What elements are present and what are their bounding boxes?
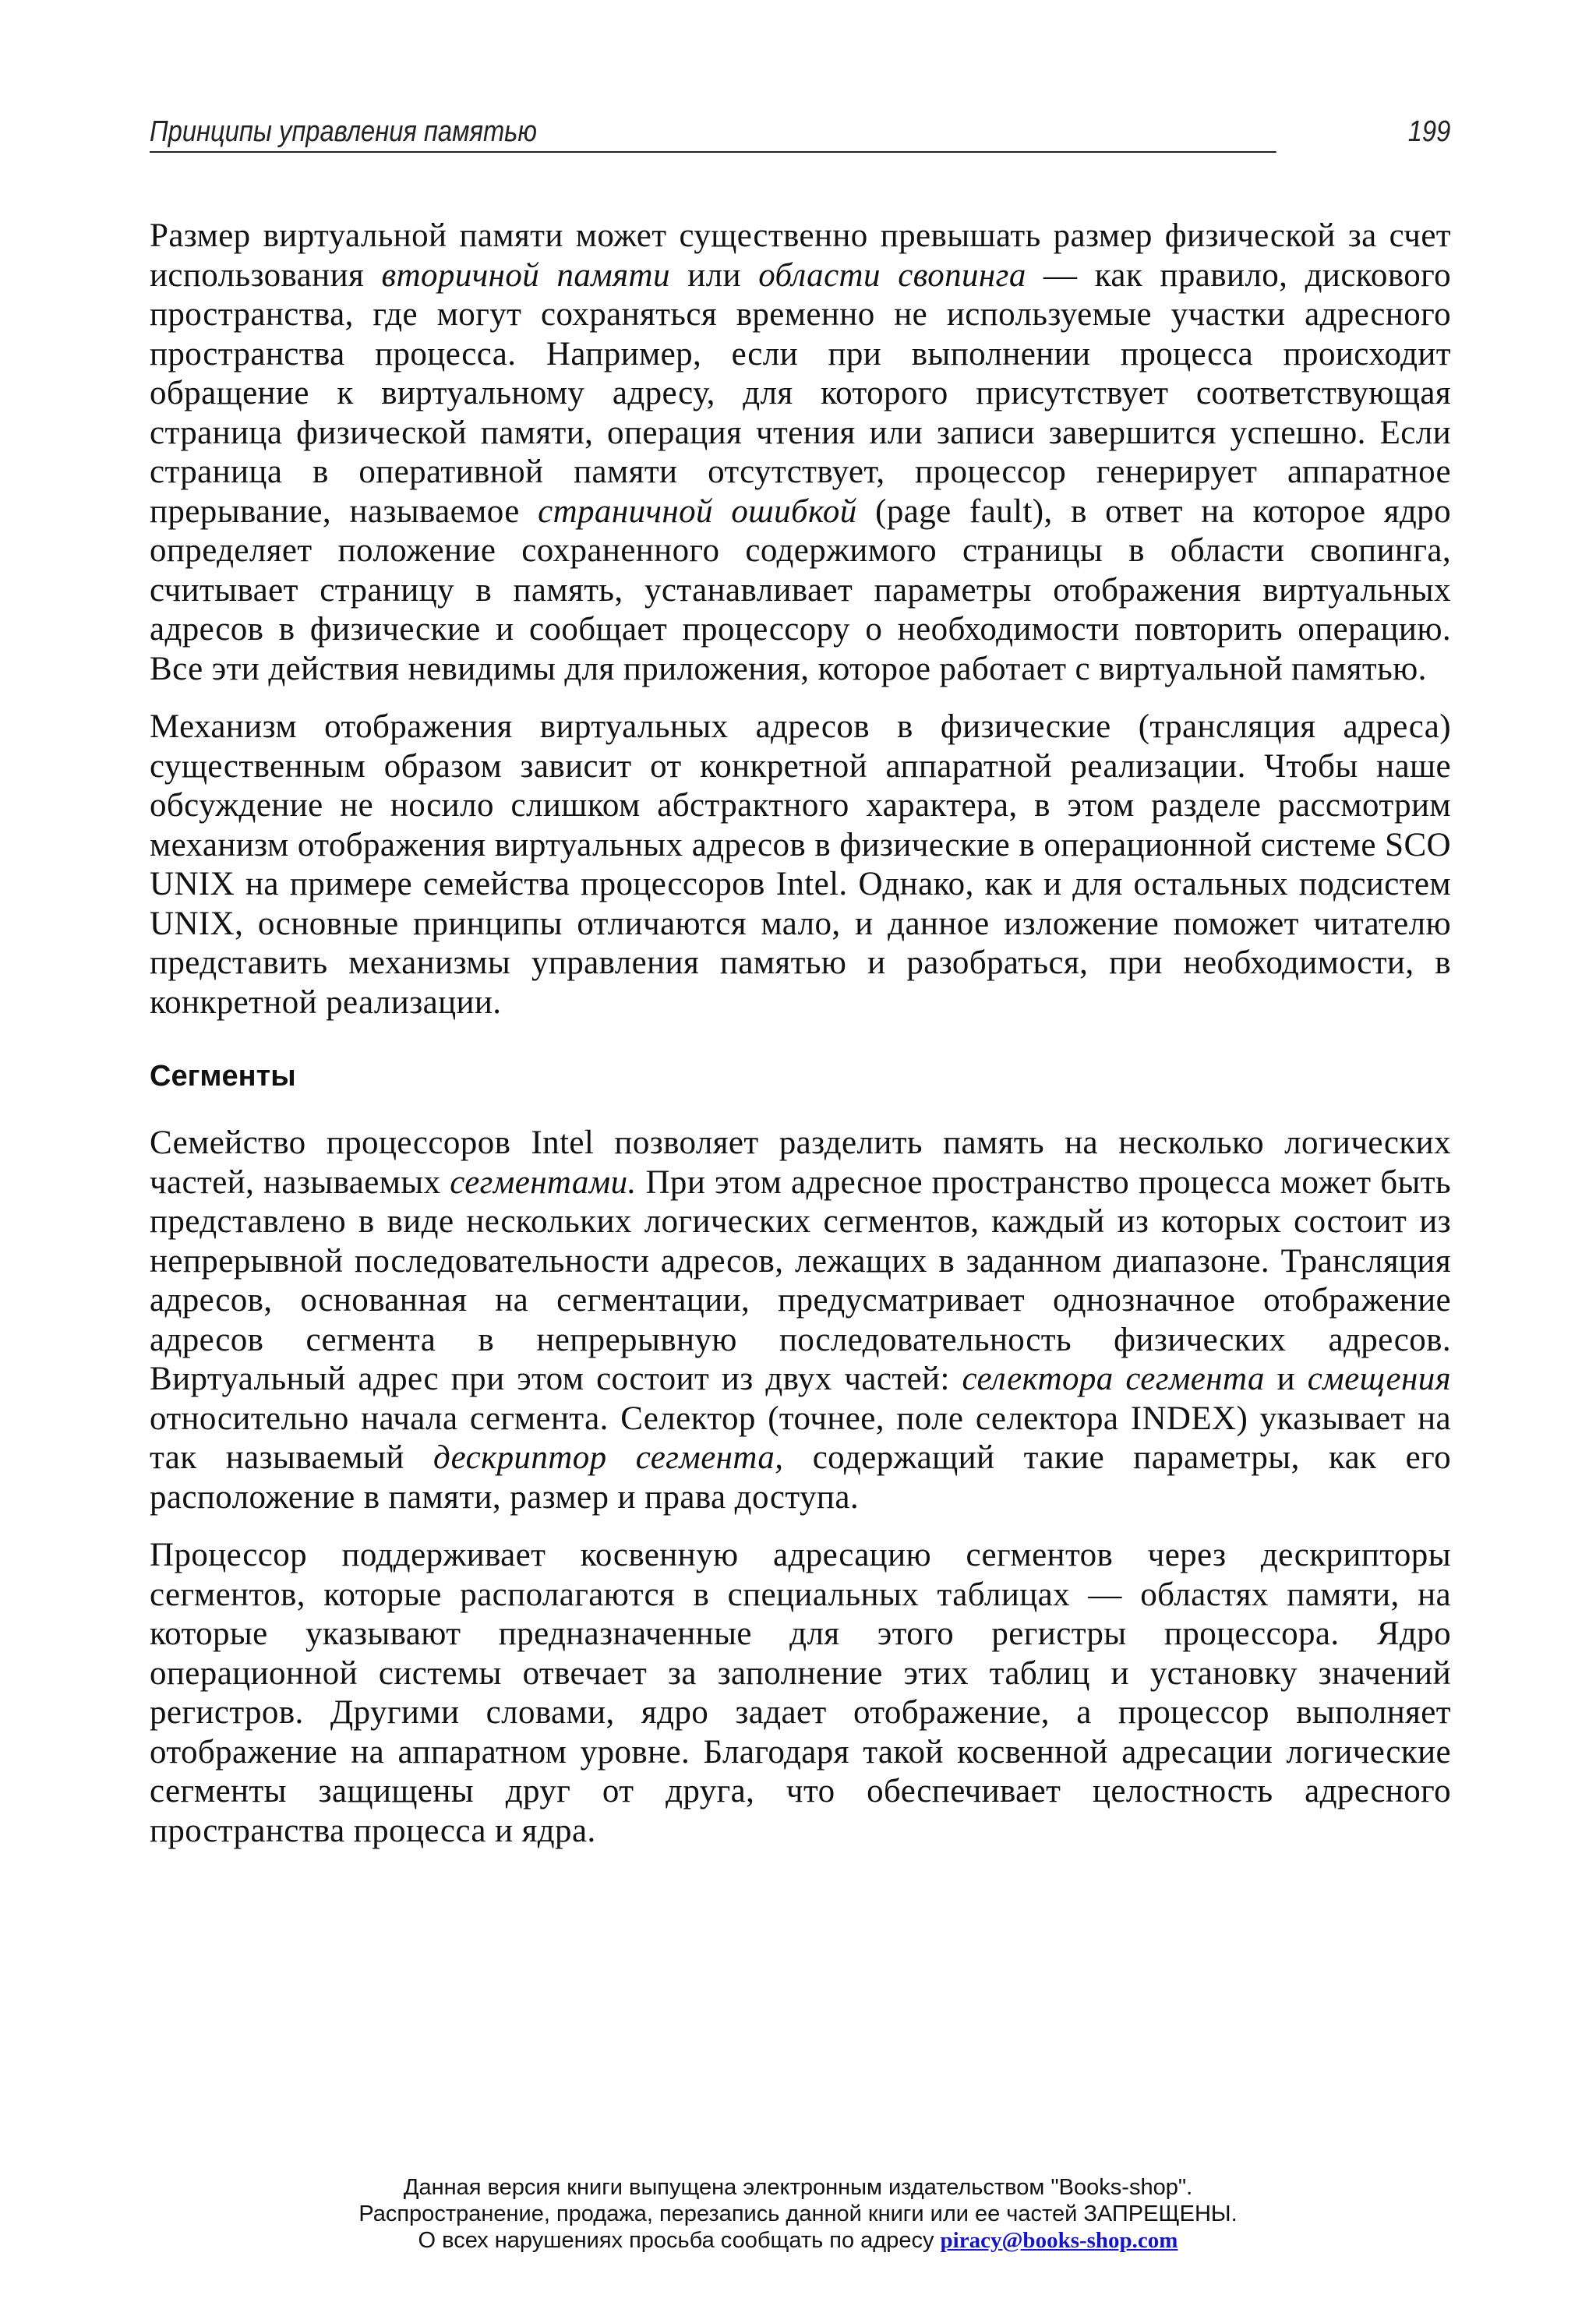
italic-term: сегментами. xyxy=(450,1163,637,1201)
italic-term: селектора сегмента xyxy=(962,1361,1265,1397)
piracy-email-link[interactable]: piracy@books-shop.com xyxy=(940,2228,1178,2253)
notice-line-3 xyxy=(0,2227,1596,2254)
paragraph-2 xyxy=(150,708,1451,1022)
italic-term: смещения xyxy=(1307,1361,1451,1397)
text-run: относительно начала сегмента. Селектор (точнее, поле селектора INDEX) указывает на так называемый xyxy=(150,1400,1451,1476)
text-run: При этом адресное пространство процесса может быть представлено в виде нескольких логических сегментов, каждый из которых состоит из непрерывной последовательности адресов, лежащих в заданном диапазоне. Трансляция адресов, основанная на сегментации, предусматривает однозначное отображение адресов сегмента в непрерывную последовательность физических адресов. Виртуальный адрес при этом состоит из двух частей: xyxy=(150,1163,1451,1397)
text-run: Механизм отображения виртуальных адресов в физические (трансляция адреса) существенным образом зависит от конкретной аппаратной реализации. Чтобы наше обсуждение не носило слишком абстрактного характера, в этом разделе рассмотрим механизм отображения виртуальных адресов в физические в операционной системе SCO UNIX на примере семейства процессоров Intel. Однако, как и для остальных подсистем UNIX, основные принципы отличаются мало, и данное изложение поможет читателю представить механизмы управления памятью и разобраться, при необходимости, в конкретной реализации. xyxy=(150,708,1451,1021)
text-run: Процессор поддерживает косвенную адресацию сегментов через дескрипторы сегментов, которые располагаются в специальных таблицах — областях памяти, на которые указывают предназначенные для этого регистры процессора. Ядро операционной системы отвечает за заполнение этих таблиц и установку значений регистров. Другими словами, ядро задает отображение, а процессор выполняет отображение на аппаратном уровне. Благодаря такой косвенной адресации логические сегменты защищены друг от друга, что обеспечивает целостность адресного пространства процесса и ядра. xyxy=(150,1537,1451,1849)
text-run: (page fault), в ответ на которое ядро определяет положение сохраненного содержимого страницы в области свопинга, считывает страницу в память, устанавливает параметры отображения виртуальных адресов в физические и сообщает процессору о необходимости повторить операцию. Все эти действия невидимы для приложения, которое работает с виртуальной памятью. xyxy=(150,493,1451,687)
running-title: Принципы управления памятью xyxy=(150,115,537,148)
text-run: или xyxy=(669,256,759,294)
italic-term: дескриптор сегмента, xyxy=(433,1439,784,1476)
text-run: Семейство процессоров Intel позволяет разделить память на несколько логических частей, называемых xyxy=(150,1125,1451,1201)
notice-line-3-text: О всех нарушениях просьба сообщать по адресу xyxy=(418,2228,941,2253)
text-run: и xyxy=(1264,1361,1308,1397)
text-run: Размер виртуальной памяти может существенно превышать размер физической за счет использования xyxy=(150,217,1451,294)
paragraph-1 xyxy=(150,217,1451,689)
section-heading: Сегменты xyxy=(150,1060,296,1093)
running-header xyxy=(150,115,1451,153)
page-number: 199 xyxy=(1407,115,1451,148)
page-body xyxy=(150,217,1451,1851)
paragraph-4 xyxy=(150,1536,1451,1851)
notice-line-1: Данная версия книги выпущена электронным издательством "Books-shop". xyxy=(403,2175,1193,2200)
publisher-notice xyxy=(0,2174,1596,2254)
text-run: — как правило, дискового пространства, где могут сохраняться временно не используемые участки адресного пространства процесса. Например, если при выполнении процесса происходит обращение к виртуальному адресу, для которого присутствует соответствующая страница физической памяти, операция чтения или записи завершится успешно. Если страница в оперативной памяти отсутствует, процессор генерирует аппаратное прерывание, называемое xyxy=(150,256,1451,530)
italic-term: страничной ошибкой xyxy=(538,493,857,530)
paragraph-3 xyxy=(150,1124,1451,1517)
italic-term: области свопинга xyxy=(758,256,1026,294)
notice-line-2: Распространение, продажа, перезапись данной книги или ее частей ЗАПРЕЩЕНЫ. xyxy=(358,2201,1238,2226)
text-run: содержащий такие параметры, как его расположение в памяти, размер и права доступа. xyxy=(150,1439,1451,1516)
italic-term: вторичной памяти xyxy=(381,256,670,294)
